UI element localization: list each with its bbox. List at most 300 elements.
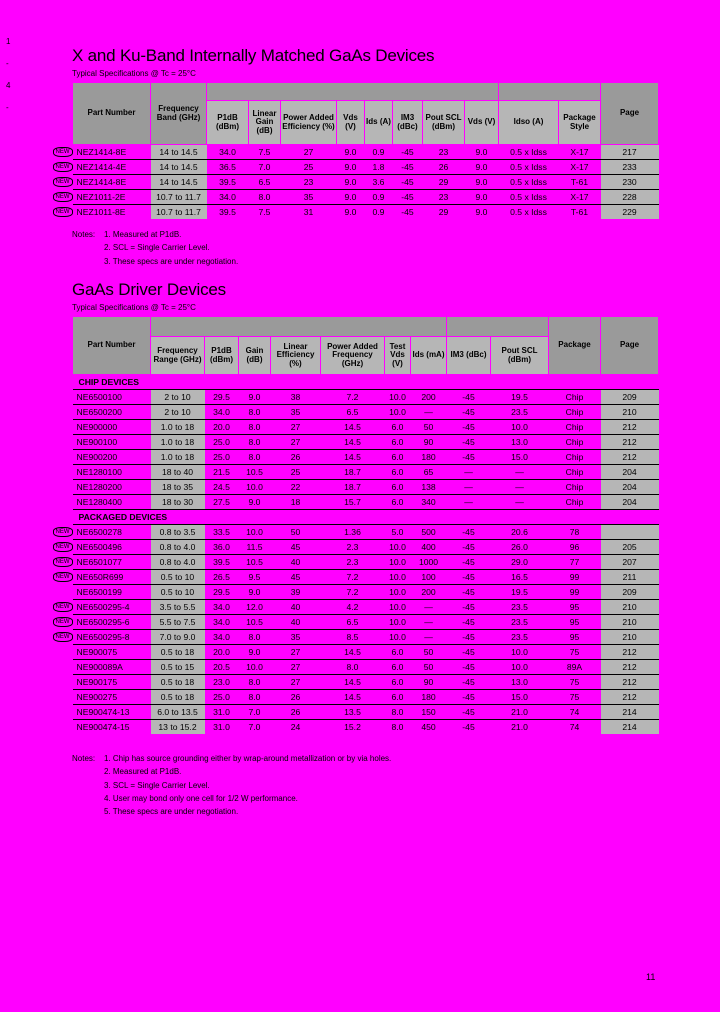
part-number-text: NE6500295-8 [76,632,130,642]
table-row [73,645,659,660]
vds: 9.0 [465,160,499,175]
page-ref: 210 [601,630,659,645]
im3: -45 [393,160,423,175]
section2-table [55,316,659,734]
section1-notes [72,228,238,268]
ids: — [411,615,447,630]
table-row [73,405,659,420]
pout-scl: 10.0 [491,645,549,660]
col-header: Pout SCL (dBm) [491,337,549,375]
vds: 6.0 [385,480,411,495]
gain: 11.5 [239,540,271,555]
im3: -45 [447,555,491,570]
idso: 0.5 x Idss [499,145,559,160]
frequency-range: 0.8 to 4.0 [151,555,205,570]
im3: -45 [447,675,491,690]
col-header: Vds (V) [337,101,365,145]
frequency: 14 to 14.5 [151,175,207,190]
part-number [73,720,151,735]
col-header: Test Vds (V) [385,337,411,375]
package: 74 [549,720,601,735]
efficiency: 27 [281,145,337,160]
frequency: 10.7 to 11.7 [151,205,207,220]
part-number [73,675,151,690]
im3: -45 [447,405,491,420]
frequency-range: 18 to 40 [151,465,205,480]
frequency-range: 7.0 to 9.0 [151,630,205,645]
part-number [55,570,151,585]
frequency-range: 2 to 10 [151,390,205,405]
package: 77 [549,555,601,570]
gain: 9.5 [239,570,271,585]
ids: — [411,600,447,615]
efficiency: 35 [271,630,321,645]
page-ref: 214 [601,720,659,735]
col-group-header [447,317,549,337]
table-row [73,570,659,585]
p1db: 21.5 [205,465,239,480]
im3: -45 [447,660,491,675]
page-ref: 211 [601,570,659,585]
frequency-range: 0.5 to 10 [151,570,205,585]
idso: 0.5 x Idss [499,175,559,190]
col-header: Frequency Range (GHz) [151,337,205,375]
page-ref: 212 [601,675,659,690]
ids: 1.8 [365,160,393,175]
ids: 50 [411,660,447,675]
gain: 9.0 [239,495,271,510]
table-row [73,600,659,615]
part-number-text: NE1280200 [76,482,122,492]
p1db: 29.5 [205,390,239,405]
pout-scl: 10.0 [491,420,549,435]
table-row [73,540,659,555]
ids: 138 [411,480,447,495]
efficiency: 27 [271,675,321,690]
test-frequency: 18.7 [321,480,385,495]
test-frequency: 14.5 [321,450,385,465]
efficiency: 40 [271,555,321,570]
idso: 0.5 x Idss [499,205,559,220]
note: 3. SCL = Single Carrier Level. [104,780,210,790]
test-frequency: 4.2 [321,600,385,615]
im3: -45 [393,145,423,160]
p1db: 39.5 [205,555,239,570]
part-number-text: NE900200 [76,452,118,462]
p1db: 34.0 [205,615,239,630]
p1db: 31.0 [205,705,239,720]
ids: 50 [411,645,447,660]
note: 1. Chip has source grounding either by wrap-around metallization or by via holes. [104,754,392,763]
package: 99 [549,585,601,600]
vds: 9.0 [465,205,499,220]
col-header: IM3 (dBc) [393,101,423,145]
part-number-text: NE6500295-6 [76,617,130,627]
test-frequency: 14.5 [321,645,385,660]
table-row [73,720,659,735]
page-ref [601,525,659,540]
part-number [73,435,151,450]
frequency-range: 0.5 to 18 [151,675,205,690]
idso: 0.5 x Idss [499,160,559,175]
efficiency: 22 [271,480,321,495]
im3: -45 [447,525,491,540]
note: 2. SCL = Single Carrier Level. [104,243,210,253]
margin-mark: - [6,103,9,112]
ids: — [411,405,447,420]
table-row [73,675,659,690]
im3: -45 [393,205,423,220]
gain: 9.0 [239,645,271,660]
page-ref: 209 [601,390,659,405]
col-header: Page [601,317,659,375]
pout-scl: 20.6 [491,525,549,540]
frequency-range: 18 to 35 [151,480,205,495]
test-frequency: 6.5 [321,405,385,420]
part-number [55,600,151,615]
frequency-range: 0.5 to 18 [151,690,205,705]
table-row [73,525,659,540]
vds: 10.0 [385,555,411,570]
page-ref: 204 [601,465,659,480]
part-number-text: NE900089A [76,662,123,672]
efficiency: 25 [281,160,337,175]
im3: -45 [447,585,491,600]
test-frequency: 1.36 [321,525,385,540]
efficiency: 35 [271,405,321,420]
table-row [73,435,659,450]
ids: 1000 [411,555,447,570]
table-row [73,615,659,630]
im3: — [447,465,491,480]
margin-marks [6,38,10,126]
page-ref: 214 [601,705,659,720]
table-row [73,450,659,465]
linear-gain: 6.5 [249,175,281,190]
part-number [73,645,151,660]
ids: 65 [411,465,447,480]
ids: 90 [411,675,447,690]
vds: 6.0 [385,495,411,510]
pout-scl: 15.0 [491,450,549,465]
vds: 8.0 [385,720,411,735]
page-ref: 207 [601,555,659,570]
vds: 10.0 [385,600,411,615]
im3: -45 [447,420,491,435]
page-ref: 233 [601,160,659,175]
part-number-text: NE6500100 [76,392,122,402]
page-ref: 204 [601,480,659,495]
im3: -45 [447,600,491,615]
frequency-range: 0.5 to 15 [151,660,205,675]
efficiency: 23 [281,175,337,190]
table-row [73,145,659,160]
part-number [73,405,151,420]
col-header: Part Number [73,83,151,145]
pout-scl: — [491,495,549,510]
p1db: 20.0 [205,645,239,660]
new-badge-icon: NEW [53,632,73,642]
efficiency: 50 [271,525,321,540]
package: 96 [549,540,601,555]
gain: 9.0 [239,390,271,405]
frequency-range: 0.8 to 4.0 [151,540,205,555]
im3: -45 [447,705,491,720]
frequency-range: 2 to 10 [151,405,205,420]
test-frequency: 8.5 [321,630,385,645]
note: 4. User may bond only one cell for 1/2 W performance. [104,793,298,803]
part-number-text: NEZ1414-8E [76,177,127,187]
new-badge-icon: NEW [53,162,73,172]
ids: 340 [411,495,447,510]
pout-scl: 10.0 [491,660,549,675]
ids: 400 [411,540,447,555]
part-number-text: NE6500496 [76,542,122,552]
note: 1. Measured at P1dB. [104,230,182,239]
gain: 12.0 [239,600,271,615]
pout-scl: 26 [423,160,465,175]
package-style: T-61 [559,175,601,190]
ids: 450 [411,720,447,735]
vds: 9.0 [465,175,499,190]
package: 75 [549,645,601,660]
p1db: 36.0 [205,540,239,555]
new-badge-icon: NEW [53,617,73,627]
ids: 200 [411,585,447,600]
p1db: 25.0 [205,450,239,465]
package: 95 [549,600,601,615]
part-number [55,175,151,190]
table-row [73,660,659,675]
part-number-text: NE900075 [76,647,118,657]
package-style: X-17 [559,190,601,205]
vds: 10.0 [385,390,411,405]
vds: 6.0 [385,690,411,705]
col-header: Pout SCL (dBm) [423,101,465,145]
p1db: 34.0 [205,630,239,645]
im3: -45 [447,570,491,585]
col-header: Page [601,83,659,145]
im3: — [447,480,491,495]
part-number-text: NEZ1414-8E [76,147,127,157]
col-header: Vds (V) [465,101,499,145]
table-row [73,465,659,480]
pout-scl: — [491,480,549,495]
section1-title: X and Ku-Band Internally Matched GaAs Devices [72,46,435,65]
col-header: P1dB (dBm) [207,101,249,145]
part-number-text: NEZ1011-2E [76,192,126,202]
margin-mark: 1 [6,37,11,46]
section2-notes [72,752,391,818]
col-group-header [499,83,601,101]
part-number [55,630,151,645]
pout-scl: 16.5 [491,570,549,585]
test-frequency: 8.0 [321,660,385,675]
efficiency: 24 [271,720,321,735]
ids: 500 [411,525,447,540]
ids: — [411,630,447,645]
gain: 8.0 [239,420,271,435]
p1db: 20.5 [205,660,239,675]
test-frequency: 7.2 [321,390,385,405]
frequency-range: 18 to 30 [151,495,205,510]
chip-devices-label: CHIP DEVICES [73,375,659,390]
im3: -45 [447,690,491,705]
frequency-range: 0.8 to 3.5 [151,525,205,540]
im3: -45 [447,540,491,555]
test-frequency: 6.5 [321,615,385,630]
linear-gain: 8.0 [249,190,281,205]
notes-label: Notes: [72,754,96,763]
new-badge-icon: NEW [53,177,73,187]
idso: 0.5 x Idss [499,190,559,205]
gain: 10.0 [239,480,271,495]
gain: 8.0 [239,450,271,465]
package: 74 [549,705,601,720]
gain: 10.0 [239,660,271,675]
part-number [55,540,151,555]
pout-scl: 21.0 [491,720,549,735]
page-ref: 212 [601,450,659,465]
vds: 6.0 [385,660,411,675]
page-ref: 210 [601,600,659,615]
vds: 9.0 [337,160,365,175]
package-style: X-17 [559,160,601,175]
vds: 6.0 [385,465,411,480]
package-style: X-17 [559,145,601,160]
col-header: Frequency Band (GHz) [151,83,207,145]
gain: 7.0 [239,705,271,720]
table-row [73,690,659,705]
col-header: P1dB (dBm) [205,337,239,375]
page-ref: 209 [601,585,659,600]
efficiency: 39 [271,585,321,600]
gain: 8.0 [239,690,271,705]
frequency-range: 6.0 to 13.5 [151,705,205,720]
vds: 6.0 [385,450,411,465]
efficiency: 38 [271,390,321,405]
ids: 200 [411,390,447,405]
new-badge-icon: NEW [53,572,73,582]
section2-title: GaAs Driver Devices [72,280,226,299]
page-ref: 217 [601,145,659,160]
p1db: 39.5 [207,175,249,190]
efficiency: 31 [281,205,337,220]
im3: -45 [447,630,491,645]
im3: -45 [447,615,491,630]
section2-subtitle: Typical Specifications @ Tc = 25°C [72,303,196,312]
test-frequency: 2.3 [321,555,385,570]
gain: 9.0 [239,585,271,600]
package: Chip [549,465,601,480]
pout-scl: 13.0 [491,435,549,450]
col-group-header [207,83,499,101]
efficiency: 26 [271,450,321,465]
vds: 9.0 [337,205,365,220]
package: Chip [549,495,601,510]
im3: -45 [393,190,423,205]
vds: 9.0 [337,190,365,205]
vds: 6.0 [385,675,411,690]
page-ref: 210 [601,615,659,630]
page-ref: 205 [601,540,659,555]
part-number [73,705,151,720]
gain: 10.5 [239,555,271,570]
linear-gain: 7.5 [249,145,281,160]
p1db: 31.0 [205,720,239,735]
test-frequency: 13.5 [321,705,385,720]
margin-mark: - [6,59,9,68]
p1db: 29.5 [205,585,239,600]
new-badge-icon: NEW [53,192,73,202]
package: 89A [549,660,601,675]
ids: 0.9 [365,190,393,205]
part-number-text: NE1280100 [76,467,122,477]
table-row [73,160,659,175]
package: 75 [549,690,601,705]
page-ref: 212 [601,435,659,450]
p1db: 25.0 [205,435,239,450]
section1-subtitle: Typical Specifications @ Tc = 25°C [72,69,196,78]
p1db: 23.0 [205,675,239,690]
test-frequency: 18.7 [321,465,385,480]
test-frequency: 7.2 [321,570,385,585]
linear-gain: 7.5 [249,205,281,220]
frequency-range: 1.0 to 18 [151,450,205,465]
pout-scl: 23.5 [491,405,549,420]
part-number [73,480,151,495]
pout-scl: 29.0 [491,555,549,570]
new-badge-icon: NEW [53,527,73,537]
im3: -45 [447,645,491,660]
frequency: 14 to 14.5 [151,145,207,160]
efficiency: 18 [271,495,321,510]
efficiency: 27 [271,660,321,675]
table-row [73,585,659,600]
test-frequency: 2.3 [321,540,385,555]
gain: 8.0 [239,435,271,450]
test-frequency: 14.5 [321,675,385,690]
test-frequency: 15.7 [321,495,385,510]
frequency-range: 1.0 to 18 [151,420,205,435]
package: Chip [549,435,601,450]
col-header: Linear Efficiency (%) [271,337,321,375]
package: 99 [549,570,601,585]
p1db: 36.5 [207,160,249,175]
gain: 10.0 [239,525,271,540]
part-number [55,525,151,540]
note: 5. These specs are under negotiation. [104,807,239,817]
test-frequency: 7.2 [321,585,385,600]
p1db: 34.0 [207,145,249,160]
pout-scl: 26.0 [491,540,549,555]
vds: 6.0 [385,435,411,450]
gain: 10.5 [239,615,271,630]
table-row [73,205,659,220]
page-number: 11 [646,972,656,982]
part-number [55,615,151,630]
efficiency: 26 [271,690,321,705]
p1db: 27.5 [205,495,239,510]
table-row [73,390,659,405]
frequency: 10.7 to 11.7 [151,190,207,205]
part-number [73,495,151,510]
package-style: T-61 [559,205,601,220]
page-ref: 204 [601,495,659,510]
efficiency: 35 [281,190,337,205]
part-number [73,420,151,435]
part-number [73,465,151,480]
